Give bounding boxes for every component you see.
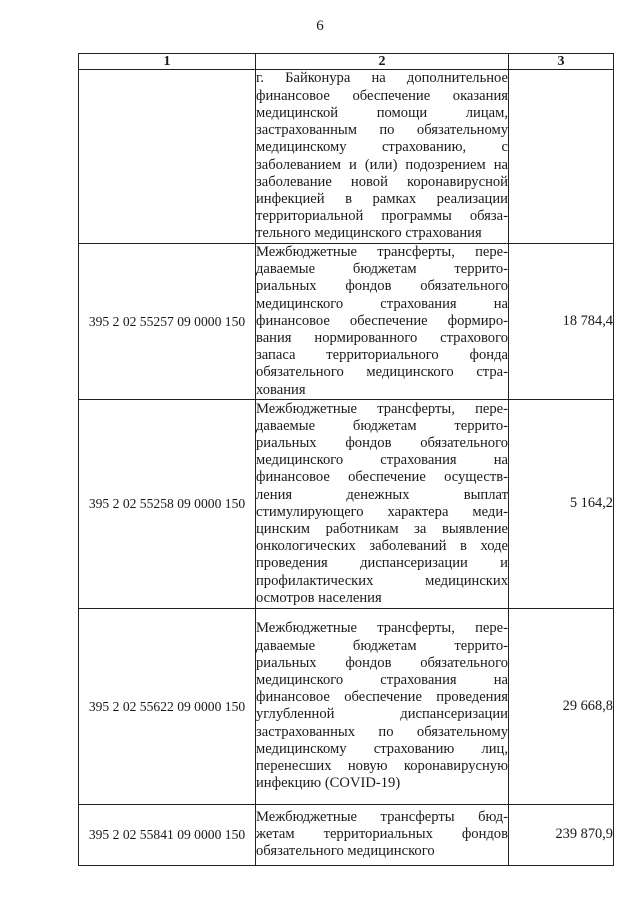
description-line: медицинскому страхованию лиц, (256, 740, 508, 757)
description-line: финансовое обеспечение оказания (256, 87, 508, 104)
description-line: заболевание новой коронавирусной (256, 173, 508, 190)
description-line: перенесших новую коронавирусную (256, 757, 508, 774)
description-line: цинским работникам за выявление (256, 521, 508, 538)
description-line: даваемые бюджетам террито- (256, 637, 508, 654)
description-line: запаса территориального фонда (256, 347, 508, 364)
description-line: медицинской помощи лицам, (256, 104, 508, 121)
description-line: даваемые бюджетам террито- (256, 261, 508, 278)
description-line: тельного медицинского страхования (256, 225, 482, 242)
header-col-3: 3 (509, 54, 614, 70)
classification-code: 395 2 02 55622 09 0000 150 (79, 608, 256, 804)
description-line: финансовое обеспечение формиро- (256, 312, 508, 329)
description-line: риальных фондов обязательного (256, 435, 508, 452)
description-line: территориальной программы обяза- (256, 208, 508, 225)
classification-code: 395 2 02 55257 09 0000 150 (79, 244, 256, 400)
description-line: инфекцию (COVID-19) (256, 775, 401, 792)
amount-value: 239 870,9 (509, 804, 614, 865)
description-line: онкологических заболеваний в ходе (256, 538, 508, 555)
description-line: вания нормированного страхового (256, 330, 508, 347)
description-line: хования (256, 381, 306, 398)
description-line: Межбюджетные трансферты, пере- (256, 400, 508, 417)
header-row (79, 54, 614, 70)
amount-value: 29 668,8 (509, 608, 614, 804)
description-line: ления денежных выплат (256, 486, 508, 503)
revenue-description (256, 70, 509, 244)
description-line: проведения диспансеризации и (256, 555, 508, 572)
revenue-description (256, 244, 509, 400)
amount-value: 18 784,4 (509, 244, 614, 400)
description-line: финансовое обеспечение проведения (256, 689, 508, 706)
header-col-1: 1 (79, 54, 256, 70)
description-line: стимулирующего характера меди- (256, 503, 508, 520)
revenue-description (256, 608, 509, 804)
table-row (79, 399, 614, 608)
description-line: профилактических медицинских (256, 572, 508, 589)
classification-code: 395 2 02 55841 09 0000 150 (79, 804, 256, 865)
description-line: Межбюджетные трансферты, пере- (256, 244, 508, 260)
revenue-description (256, 804, 509, 865)
revenue-description (256, 399, 509, 608)
description-line: углубленной диспансеризации (256, 706, 508, 723)
description-line: медицинского страхования на (256, 295, 508, 312)
header-col-2: 2 (256, 54, 509, 70)
budget-table (78, 53, 614, 866)
description-line: Межбюджетные трансферты, пере- (256, 620, 508, 637)
description-line: риальных фондов обязательного (256, 654, 508, 671)
table-row (79, 804, 614, 865)
description-line: застрахованных по обязательному (256, 723, 508, 740)
amount-value (509, 70, 614, 244)
description-line: осмотров населения (256, 589, 382, 606)
description-line: г. Байконура на дополнительное (256, 70, 508, 87)
description-line: риальных фондов обязательного (256, 278, 508, 295)
description-line: инфекцией в рамках реализации (256, 190, 508, 207)
description-line: обязательного медицинского стра- (256, 364, 508, 381)
table-row (79, 244, 614, 400)
description-line: финансовое обеспечение осуществ- (256, 469, 508, 486)
classification-code: 395 2 02 55258 09 0000 150 (79, 399, 256, 608)
page-number: 6 (316, 18, 324, 34)
table-row (79, 70, 614, 244)
description-line: заболеванием и (или) подозрением на (256, 156, 508, 173)
description-line: даваемые бюджетам террито- (256, 417, 508, 434)
amount-value: 5 164,2 (509, 399, 614, 608)
table-row (79, 608, 614, 804)
description-line: медицинскому страхованию, с (256, 139, 508, 156)
description-line: медицинского страхования на (256, 452, 508, 469)
description-line: обязательного медицинского (256, 843, 435, 860)
description-line: застрахованным по обязательному (256, 122, 508, 139)
description-line: медицинского страхования на (256, 671, 508, 688)
description-line: жетам территориальных фондов (256, 826, 508, 843)
classification-code (79, 70, 256, 244)
description-line: Межбюджетные трансферты бюд- (256, 809, 508, 826)
